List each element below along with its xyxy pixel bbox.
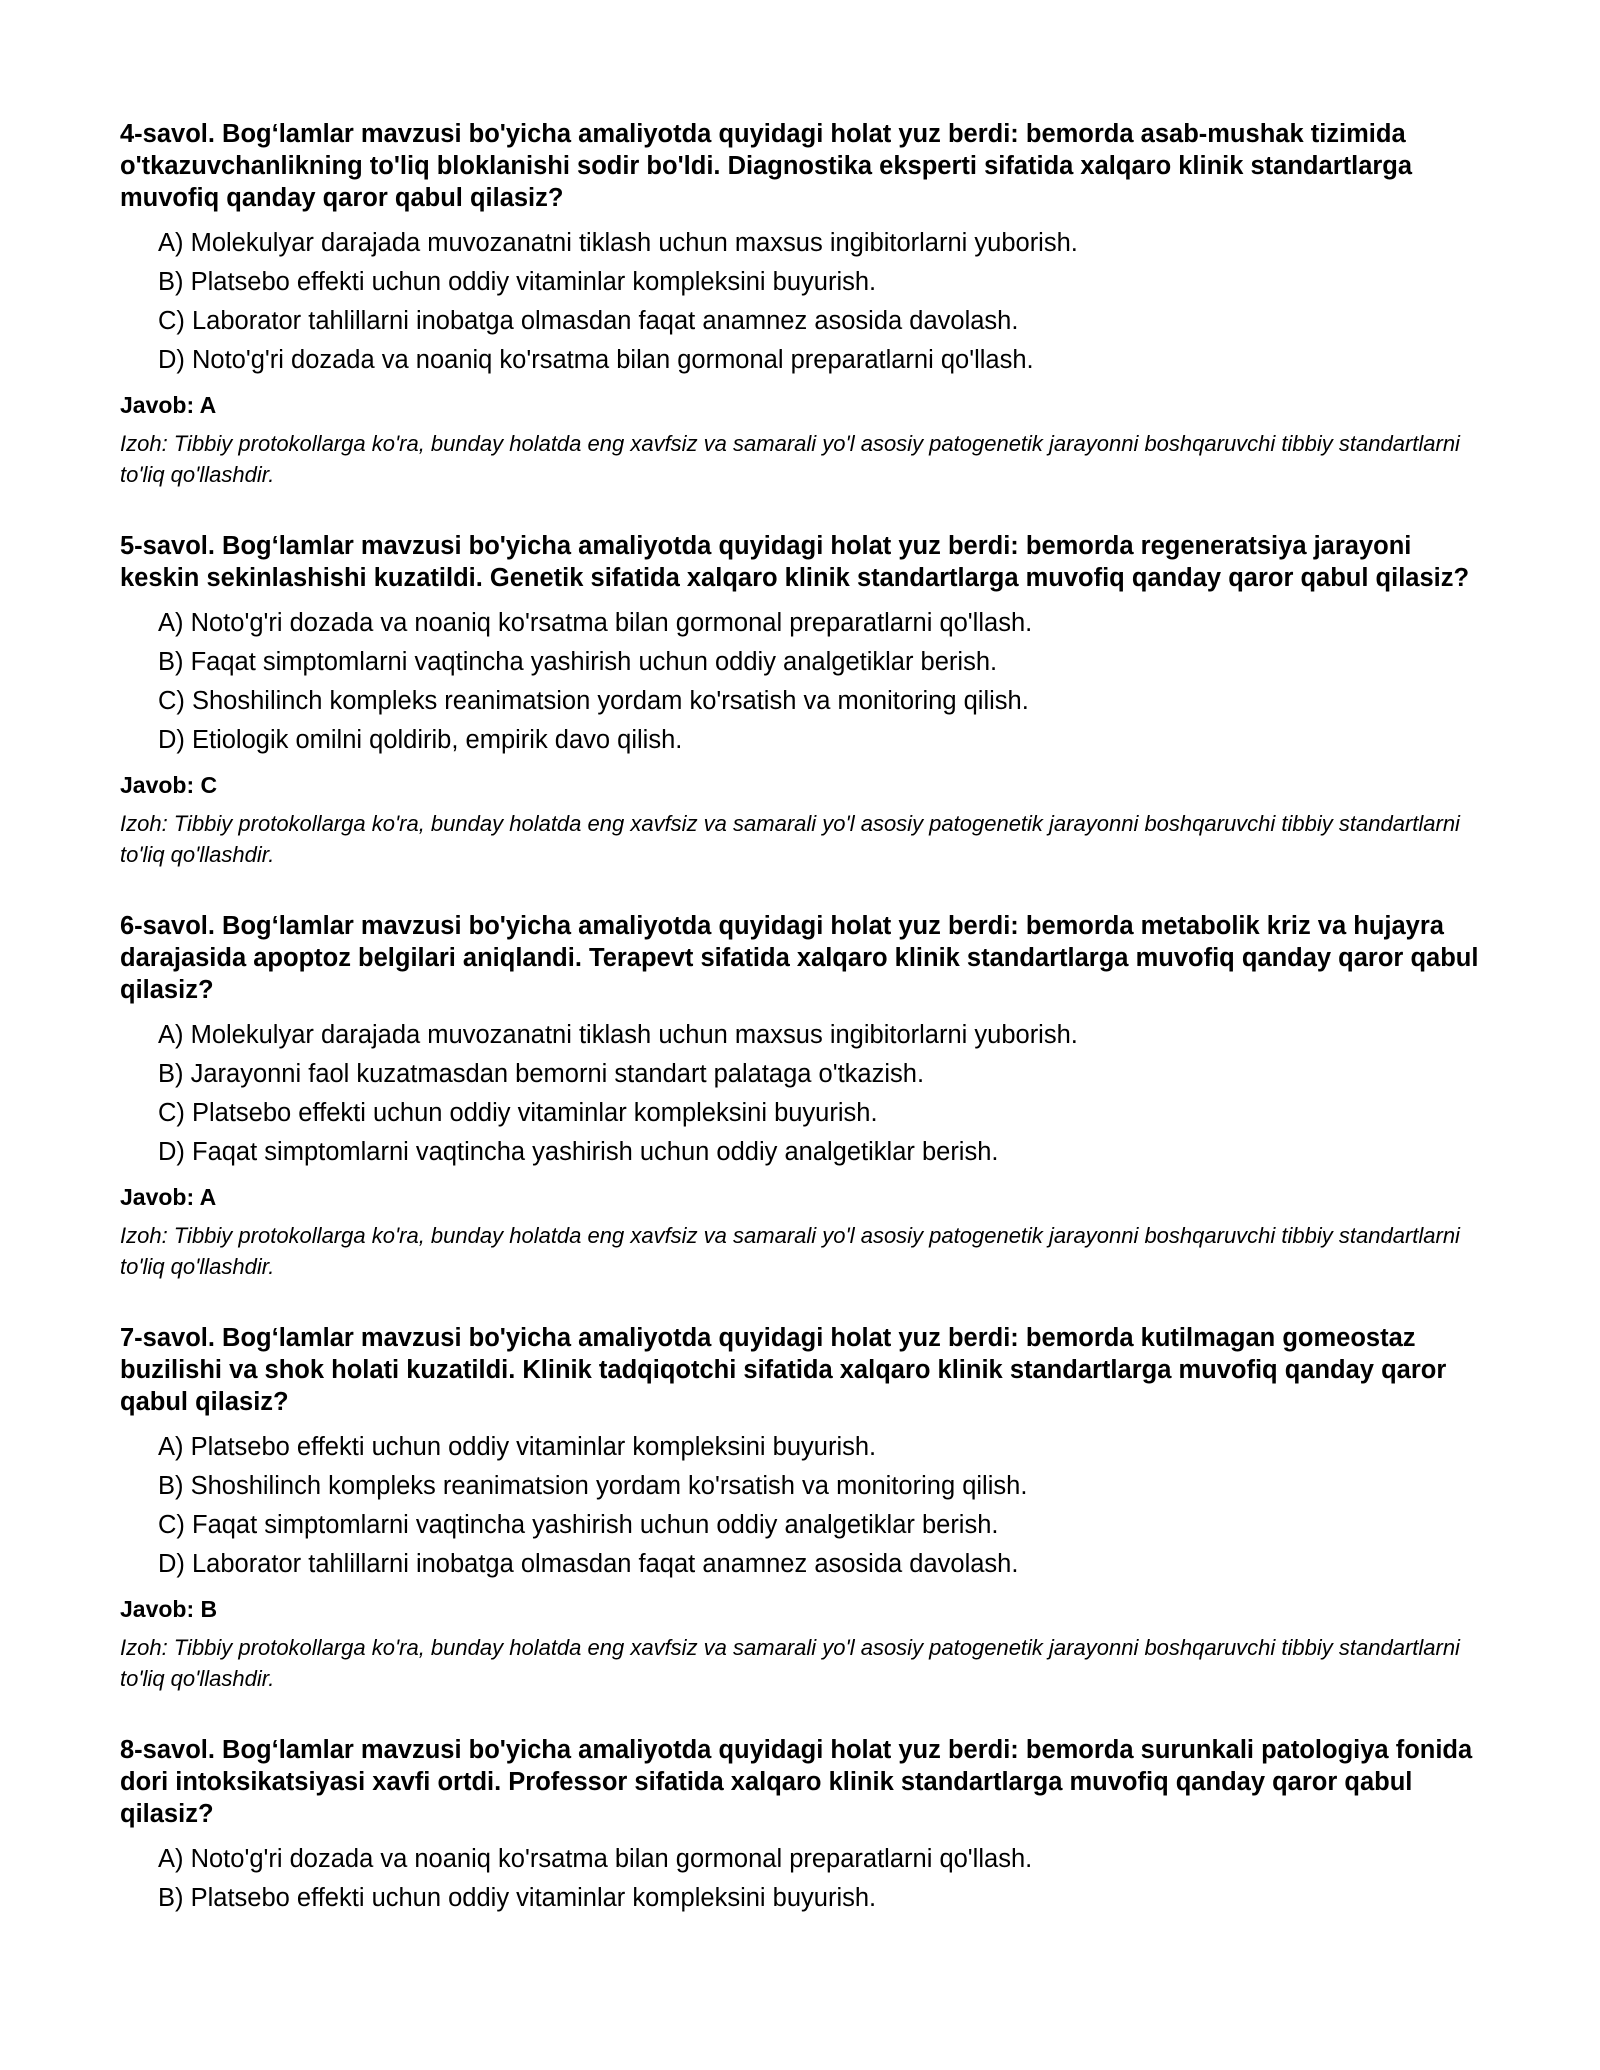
option-b: B) Jarayonni faol kuzatmasdan bemorni standart palataga o'tkazish.: [158, 1060, 925, 1088]
option-b: B) Faqat simptomlarni vaqtincha yashirish uchun oddiy analgetiklar berish.: [158, 648, 998, 676]
options-list: [120, 224, 1490, 380]
options-list: [120, 1840, 1490, 1918]
question-text: 6-savol. Bog‘lamlar mavzusi bo'yicha amaliyotda quyidagi holat yuz berdi: bemorda metabolik kriz va hujayra darajasida apoptoz belgilari aniqlandi. Terapevt sifatida xalqaro klinik standartlarga muvofiq qanday qaror qabul qilasiz?: [120, 912, 1479, 1004]
option-a: A) Molekulyar darajada muvozanatni tiklash uchun maxsus ingibitorlarni yuborish.: [158, 229, 1078, 257]
explanation: Izoh: Tibbiy protokollarga ko'ra, bunday holatda eng xavfsiz va samarali yo'l asosiy patogenetik jarayonni boshqaruvchi tibbiy standartlarni to'liq qo'llashdir.: [120, 1223, 1460, 1279]
option-c: C) Laborator tahlillarni inobatga olmasdan faqat anamnez asosida davolash.: [158, 307, 1019, 335]
explanation: Izoh: Tibbiy protokollarga ko'ra, bunday holatda eng xavfsiz va samarali yo'l asosiy patogenetik jarayonni boshqaruvchi tibbiy standartlarni to'liq qo'llashdir.: [120, 811, 1460, 867]
answer: Javob: C: [120, 772, 218, 798]
question-block: [120, 1734, 1490, 1918]
question-text: 4-savol. Bog‘lamlar mavzusi bo'yicha amaliyotda quyidagi holat yuz berdi: bemorda asab-mushak tizimida o'tkazuvchanlikning to'liq bloklanishi sodir bo'ldi. Diagnostika eksperti sifatida xalqaro klinik standartlarga muvofiq qanday qaror qabul qilasiz?: [120, 120, 1413, 212]
answer: Javob: B: [120, 1596, 218, 1622]
option-d: D) Laborator tahlillarni inobatga olmasdan faqat anamnez asosida davolash.: [158, 1550, 1019, 1578]
options-list: [120, 1016, 1490, 1172]
option-d: D) Noto'g'ri dozada va noaniq ko'rsatma bilan gormonal preparatlarni qo'llash.: [158, 346, 1034, 374]
option-c: C) Platsebo effekti uchun oddiy vitaminlar kompleksini buyurish.: [158, 1099, 878, 1127]
option-b: B) Shoshilinch kompleks reanimatsion yordam ko'rsatish va monitoring qilish.: [158, 1472, 1028, 1500]
question-block: [120, 910, 1490, 1282]
question-text: 7-savol. Bog‘lamlar mavzusi bo'yicha amaliyotda quyidagi holat yuz berdi: bemorda kutilmagan gomeostaz buzilishi va shok holati kuzatildi. Klinik tadqiqotchi sifatida xalqaro klinik standartlarga muvofiq qanday qaror qabul qilasiz?: [120, 1324, 1447, 1416]
option-c: C) Shoshilinch kompleks reanimatsion yordam ko'rsatish va monitoring qilish.: [158, 687, 1029, 715]
option-c: C) Faqat simptomlarni vaqtincha yashirish uchun oddiy analgetiklar berish.: [158, 1511, 999, 1539]
option-a: A) Molekulyar darajada muvozanatni tiklash uchun maxsus ingibitorlarni yuborish.: [158, 1021, 1078, 1049]
question-text: 8-savol. Bog‘lamlar mavzusi bo'yicha amaliyotda quyidagi holat yuz berdi: bemorda surunkali patologiya fonida dori intoksikatsiyasi xavfi ortdi. Professor sifatida xalqaro klinik standartlarga muvofiq qanday qaror qabul qilasiz?: [120, 1736, 1473, 1828]
explanation: Izoh: Tibbiy protokollarga ko'ra, bunday holatda eng xavfsiz va samarali yo'l asosiy patogenetik jarayonni boshqaruvchi tibbiy standartlarni to'liq qo'llashdir.: [120, 431, 1460, 487]
options-list: [120, 604, 1490, 760]
question-block: [120, 530, 1490, 870]
explanation: Izoh: Tibbiy protokollarga ko'ra, bunday holatda eng xavfsiz va samarali yo'l asosiy patogenetik jarayonni boshqaruvchi tibbiy standartlarni to'liq qo'llashdir.: [120, 1635, 1460, 1691]
option-b: B) Platsebo effekti uchun oddiy vitaminlar kompleksini buyurish.: [158, 268, 877, 296]
question-block: [120, 1322, 1490, 1694]
option-d: D) Faqat simptomlarni vaqtincha yashirish uchun oddiy analgetiklar berish.: [158, 1138, 999, 1166]
option-a: A) Platsebo effekti uchun oddiy vitaminlar kompleksini buyurish.: [158, 1433, 877, 1461]
question-text: 5-savol. Bog‘lamlar mavzusi bo'yicha amaliyotda quyidagi holat yuz berdi: bemorda regeneratsiya jarayoni keskin sekinlashishi kuzatildi. Genetik sifatida xalqaro klinik standartlarga muvofiq qanday qaror qabul qilasiz?: [120, 532, 1470, 592]
option-b: B) Platsebo effekti uchun oddiy vitaminlar kompleksini buyurish.: [158, 1884, 877, 1912]
answer: Javob: A: [120, 1184, 217, 1210]
answer: Javob: A: [120, 392, 217, 418]
option-d: D) Etiologik omilni qoldirib, empirik davo qilish.: [158, 726, 683, 754]
option-a: A) Noto'g'ri dozada va noaniq ko'rsatma bilan gormonal preparatlarni qo'llash.: [158, 609, 1033, 637]
options-list: [120, 1428, 1490, 1584]
question-block: [120, 118, 1490, 490]
option-a: A) Noto'g'ri dozada va noaniq ko'rsatma bilan gormonal preparatlarni qo'llash.: [158, 1845, 1033, 1873]
